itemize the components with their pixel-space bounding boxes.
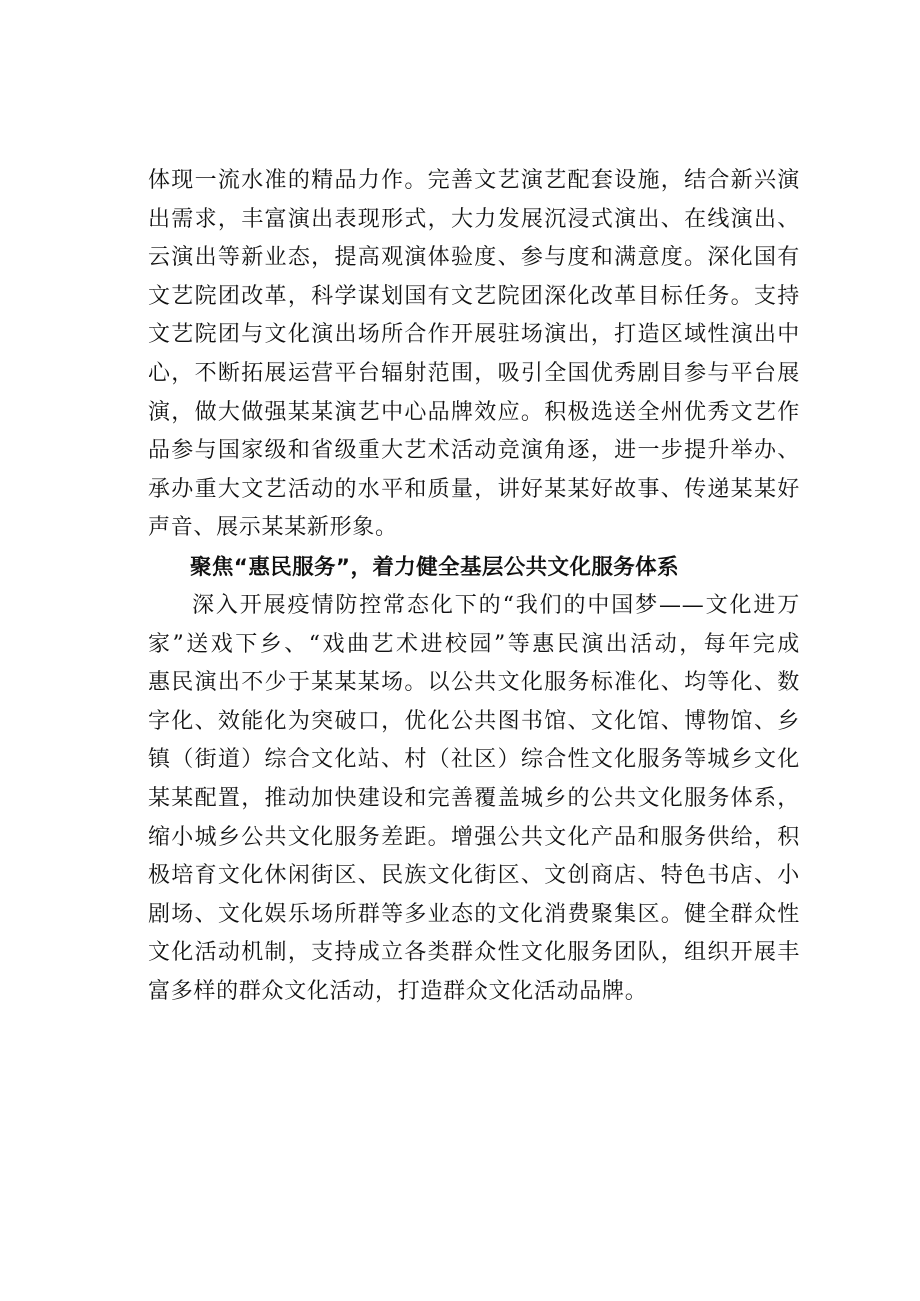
text-line: 剧场、文化娱乐场所群等多业态的文化消费聚集区。健全群众性 xyxy=(148,901,800,927)
text-line: 某某配置，推动加快建设和完善覆盖城乡的公共文化服务体系， xyxy=(148,785,800,811)
text-line: 云演出等新业态，提高观演体验度、参与度和满意度。深化国有 xyxy=(148,245,800,271)
text-line: 体现一流水准的精品力作。完善文艺演艺配套设施，结合新兴演 xyxy=(148,168,800,193)
paragraph-1 xyxy=(148,162,800,548)
text-line: 富多样的群众文化活动，打造群众文化活动品牌。 xyxy=(148,978,648,1004)
text-line: 字化、效能化为突破口，优化公共图书馆、文化馆、博物馆、乡 xyxy=(148,708,800,734)
text-line: 惠民演出不少于某某某场。以公共文化服务标准化、均等化、数 xyxy=(148,670,800,696)
text-line: 文化活动机制，支持成立各类群众性文化服务团队，组织开展丰 xyxy=(148,940,800,966)
paragraph-2 xyxy=(148,587,800,1012)
document-page xyxy=(148,162,800,1011)
text-line: 深入开展疫情防控常态化下的“我们的中国梦——文化进万 xyxy=(192,592,800,618)
text-line: 演，做大做强某某演艺中心品牌效应。积极选送全州优秀文艺作 xyxy=(148,399,800,425)
text-line: 文艺院团改革，科学谋划国有文艺院团深化改革目标任务。支持 xyxy=(148,283,800,309)
text-line: 承办重大文艺活动的水平和质量，讲好某某好故事、传递某某好 xyxy=(148,476,800,502)
text-line: 镇（街道）综合文化站、村（社区）综合性文化服务等城乡文化 xyxy=(148,747,800,773)
text-line: 文艺院团与文化演出场所合作开展驻场演出，打造区域性演出中 xyxy=(148,322,800,348)
text-line: 家”送戏下乡、“戏曲艺术进校园”等惠民演出活动，每年完成 xyxy=(148,631,800,657)
text-line: 心，不断拓展运营平台辐射范围，吸引全国优秀剧目参与平台展 xyxy=(148,360,800,386)
text-line: 品参与国家级和省级重大艺术活动竞演角逐，进一步提升举办、 xyxy=(148,438,800,464)
text-line: 声音、展示某某新形象。 xyxy=(148,515,398,541)
section-heading: 聚焦“惠民服务”，着力健全基层公共文化服务体系 xyxy=(190,554,679,580)
text-line: 出需求，丰富演出表现形式，大力发展沉浸式演出、在线演出、 xyxy=(148,206,800,232)
text-line: 极培育文化休闲街区、民族文化街区、文创商店、特色书店、小 xyxy=(148,863,800,889)
text-line: 缩小城乡公共文化服务差距。增强公共文化产品和服务供给，积 xyxy=(148,824,800,850)
